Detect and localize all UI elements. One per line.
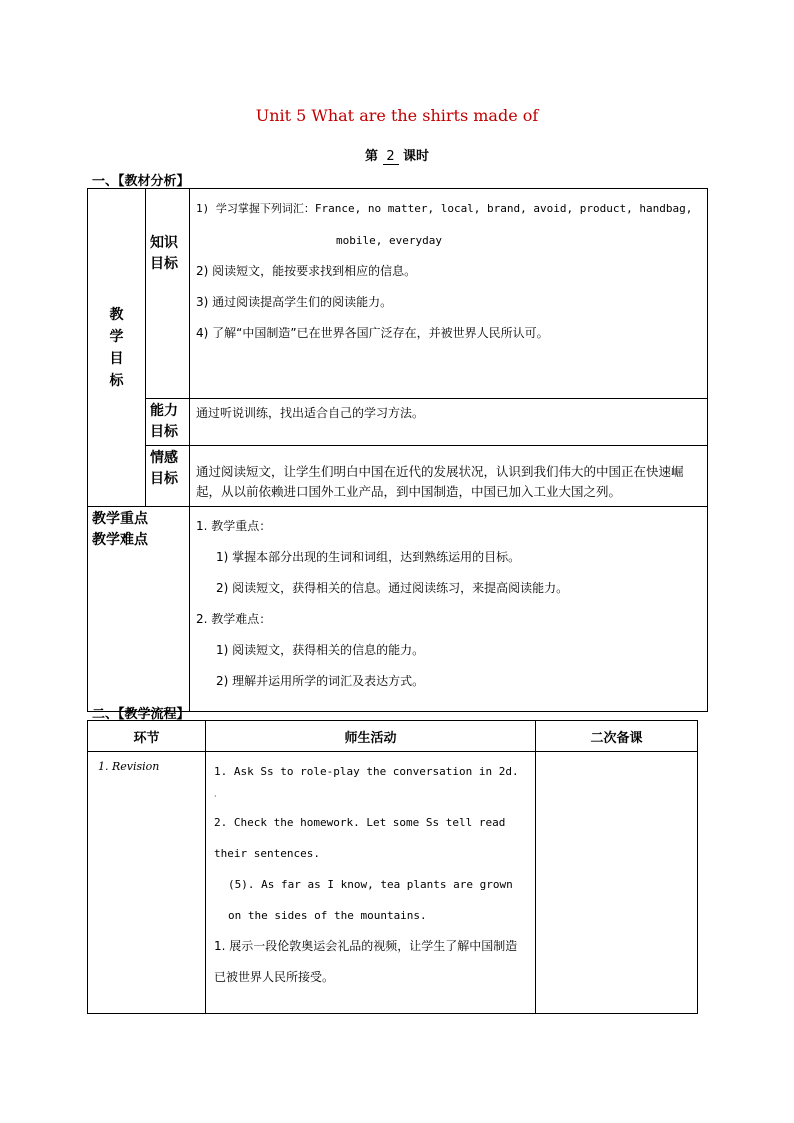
header-stage: 环节 [88, 721, 206, 752]
header-notes: 二次备课 [536, 721, 698, 752]
knowledge-goals-content: 1) 学习掌握下列词汇：France, no matter, local, brand, avoid, product, handbag, mobile, everyday 2) 阅读短文，能按要求找到相应的信息。 3) 通过阅读提高学生们的阅读能力。 4) 了解“中国制造”已在世界各国广泛存在，并被世界人民所认可。 [190, 189, 708, 399]
emotion-goals-label: 情感目标 [146, 446, 190, 507]
key-difficult-points-content: 1. 教学重点： 1) 掌握本部分出现的生词和词组，达到熟练运用的目标。 2) 阅读短文，获得相关的信息。通过阅读练习，来提高阅读能力。 2. 教学难点： 1) 阅读短文，获得相关的信息的能力。 2) 理解并运用所学的词汇及表达方式。 [190, 507, 708, 712]
ability-goals-label: 能力目标 [146, 399, 190, 446]
lesson-suffix: 课时 [403, 149, 430, 164]
key-difficult-points-label: 教学重点 教学难点 [88, 507, 190, 712]
process-table [87, 720, 698, 1014]
ability-goals-content: 通过听说训练，找出适合自己的学习方法。 [190, 399, 708, 446]
knowledge-goals-label: 知识目标 [146, 189, 190, 399]
lesson-prefix: 第 [364, 149, 378, 164]
activities-content: 1. Ask Ss to role-play the conversation in 2d. · 2. Check the homework. Let some Ss tell read their sentences. (5). As far as I know, tea plants are grown on the sides of the mountains. 1. 展示一段伦敦奥运会礼品的视频，让学生了解中国制造已被世界人民所接受。 [206, 752, 536, 1014]
stray-mark: · [214, 792, 217, 801]
emotion-goals-content: 通过阅读短文，让学生们明白中国在近代的发展状况，认识到我们伟大的中国正在快速崛起，从以前依赖进口国外工业产品，到中国制造，中国已加入工业大国之列。 [190, 446, 708, 507]
section-heading-analysis: 一、【教材分析】 [92, 174, 190, 189]
stage-revision: 1. Revision [88, 752, 206, 1014]
teaching-goals-label: 教学目标 [88, 189, 146, 507]
lesson-number-value: 2 [383, 149, 399, 165]
section-heading-process: 二、【教学流程】 [92, 707, 190, 722]
second-preparation-cell [536, 752, 698, 1014]
header-activities: 师生活动 [206, 721, 536, 752]
document-title: Unit 5 What are the shirts made of [255, 106, 539, 125]
analysis-table [87, 188, 708, 712]
lesson-number [0, 145, 794, 165]
